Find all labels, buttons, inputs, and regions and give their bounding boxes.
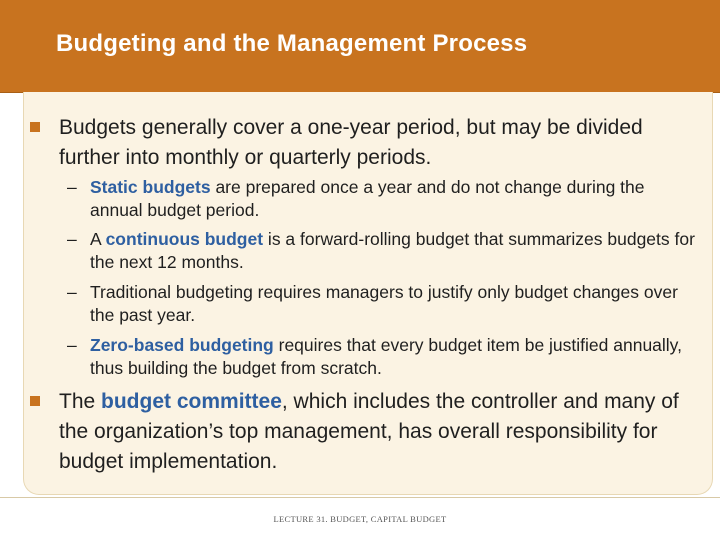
square-bullet-icon (30, 122, 40, 132)
term-highlight: Static budgets (90, 177, 211, 197)
bullet-text: Budgets generally cover a one-year period, but may be divided further into monthly or quarterly periods. (59, 116, 643, 169)
square-bullet-icon (30, 396, 40, 406)
term-highlight: Zero-based budgeting (90, 335, 274, 355)
sub-bullet-item: A continuous budget is a forward-rolling budget that summarizes budgets for the next 12 months. (90, 229, 695, 272)
sub-bullet-item: Static budgets are prepared once a year and do not change during the annual budget period. (90, 177, 645, 220)
title-bar (0, 0, 720, 93)
dash-bullet-icon: – (67, 229, 77, 249)
term-highlight: continuous budget (105, 229, 264, 249)
dash-bullet-icon: – (67, 177, 77, 197)
slide-footer: LECTURE 31. BUDGET, CAPITAL BUDGET (273, 514, 447, 524)
bullet-item: The budget committee, which includes the controller and many of the organization’s top management, has overall responsibility for budget implementation. (59, 390, 679, 473)
dash-bullet-icon: – (67, 335, 77, 355)
footer-divider (0, 497, 720, 498)
sub-bullet-item: Zero-based budgeting requires that every budget item be justified annually, thus building the budget from scratch. (90, 335, 682, 378)
dash-bullet-icon: – (67, 282, 77, 302)
term-highlight: budget committee (101, 390, 282, 413)
slide-title: Budgeting and the Management Process (56, 30, 528, 57)
sub-bullet-item: Traditional budgeting requires managers to justify only budget changes over the past year. (90, 282, 678, 325)
bullet-item (59, 113, 699, 173)
